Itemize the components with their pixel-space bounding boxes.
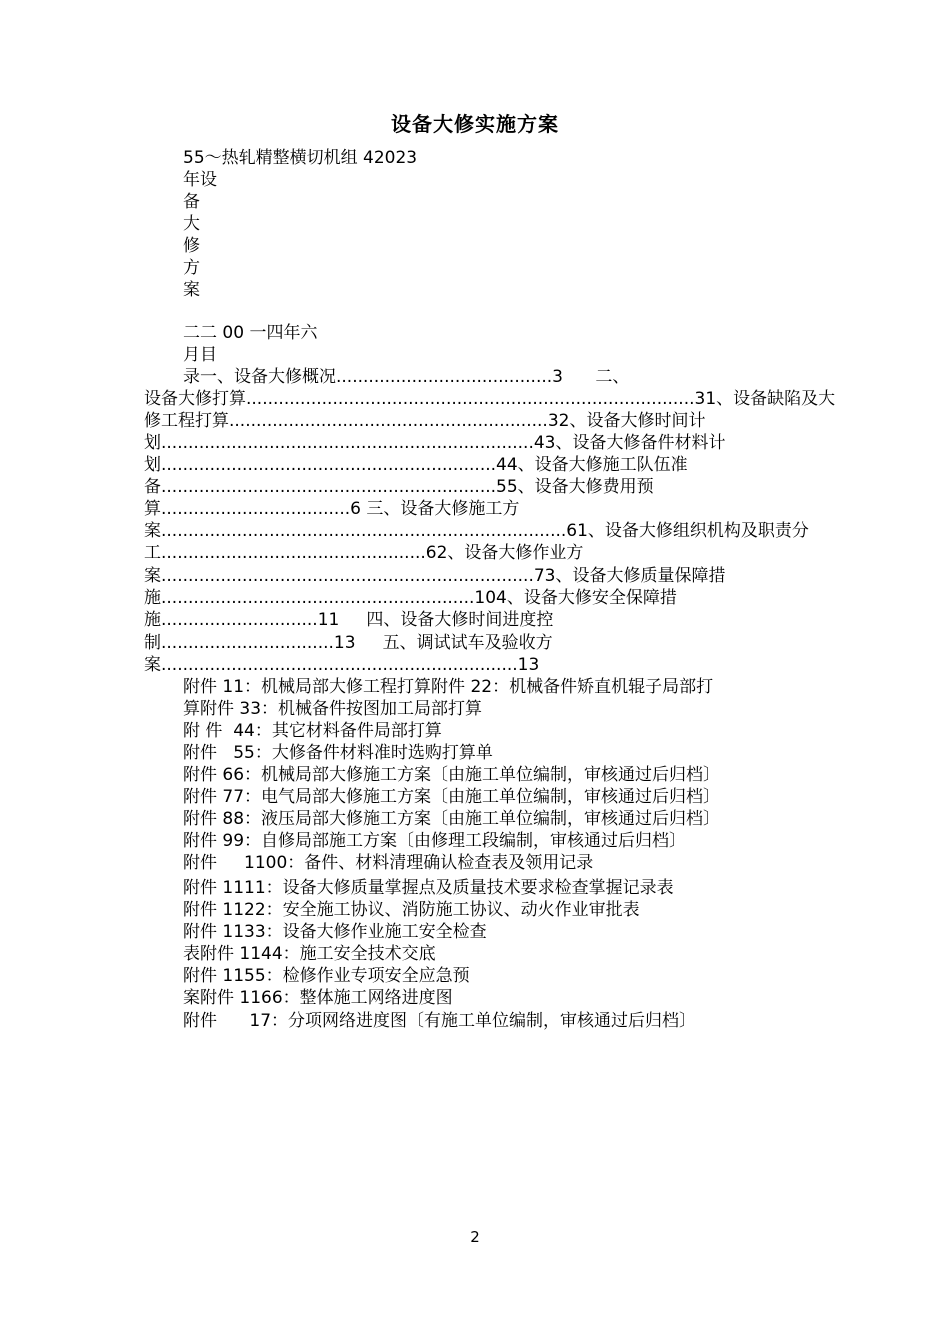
- subtitle-line: 55～热轧精整横切机组 42023: [183, 148, 418, 168]
- toc-line: 案..................................................................13: [144, 655, 540, 675]
- appendix-line: 附件 11：机械局部大修工程打算附件 22：机械备件矫直机辊子局部打: [183, 677, 714, 697]
- toc-line: 划.....................................................................43、设备大修备件材料计: [144, 433, 726, 453]
- date-line: 二二 00 一四年六: [183, 323, 318, 343]
- appendix-line: 附件 66：机械局部大修施工方案〔由施工单位编制，审核通过后归档〕: [183, 765, 721, 785]
- toc-line: 案.....................................................................73、设备大修质量保障措: [144, 566, 726, 586]
- toc-line: 设备大修打算...................................................................................31、设备缺陷及大: [144, 389, 836, 409]
- toc-line: 制................................13 五、调试试车及验收方: [144, 633, 553, 653]
- appendix-line: 附件 77：电气局部大修施工方案〔由施工单位编制，审核通过后归档〕: [183, 787, 721, 807]
- appendix-line: 算附件 33：机械备件按图加工局部打算: [183, 699, 483, 719]
- subtitle-line: 备: [183, 192, 200, 212]
- toc-line: 案...........................................................................61、设备大修组织机构及职责分: [144, 521, 809, 541]
- toc-line: 备..............................................................55、设备大修费用预: [144, 477, 654, 497]
- document-title: 设备大修实施方案: [391, 112, 559, 136]
- date-line: 月目: [183, 345, 217, 365]
- appendix-line: 附件 1100：备件、材料清理确认检查表及领用记录: [183, 853, 594, 873]
- subtitle-line: 方: [183, 258, 200, 278]
- subtitle-line: 案: [183, 280, 200, 300]
- subtitle-line: 年设: [183, 170, 217, 190]
- toc-line: 划..............................................................44、设备大修施工队伍准: [144, 455, 688, 475]
- appendix-line: 附件 99：自修局部施工方案〔由修理工段编制，审核通过后归档〕: [183, 831, 687, 851]
- appendix-line: 附 件 44：其它材料备件局部打算: [183, 721, 442, 741]
- toc-line: 修工程打算...........................................................32、设备大修时间计: [144, 411, 706, 431]
- appendix-line: 表附件 1144：施工安全技术交底: [183, 944, 436, 964]
- appendix-line: 附件 1111：设备大修质量掌握点及质量技术要求检查掌握记录表: [183, 878, 674, 898]
- toc-line: 施..........................................................104、设备大修安全保障措: [144, 588, 677, 608]
- appendix-line: 附件 88：液压局部大修施工方案〔由施工单位编制，审核通过后归档〕: [183, 809, 721, 829]
- appendix-line: 附件 1155：检修作业专项安全应急预: [183, 966, 470, 986]
- subtitle-line: 修: [183, 236, 200, 256]
- appendix-line: 附件 1133：设备大修作业施工安全检查: [183, 922, 487, 942]
- toc-line: 施.............................11 四、设备大修时间进度控: [144, 610, 554, 630]
- toc-line: 算...................................6 三、设备大修施工方: [144, 499, 520, 519]
- page-number: 2: [470, 1228, 480, 1246]
- toc-line: 录一、设备大修概况........................................3 二、: [183, 367, 630, 387]
- appendix-line: 附件 17：分项网络进度图〔有施工单位编制，审核通过后归档〕: [183, 1011, 697, 1031]
- appendix-line: 附件 1122：安全施工协议、消防施工协议、动火作业审批表: [183, 900, 640, 920]
- subtitle-line: 大: [183, 214, 200, 234]
- toc-line: 工.................................................62、设备大修作业方: [144, 543, 584, 563]
- appendix-line: 附件 55：大修备件材料准时选购打算单: [183, 743, 493, 763]
- appendix-line: 案附件 1166：整体施工网络进度图: [183, 988, 453, 1008]
